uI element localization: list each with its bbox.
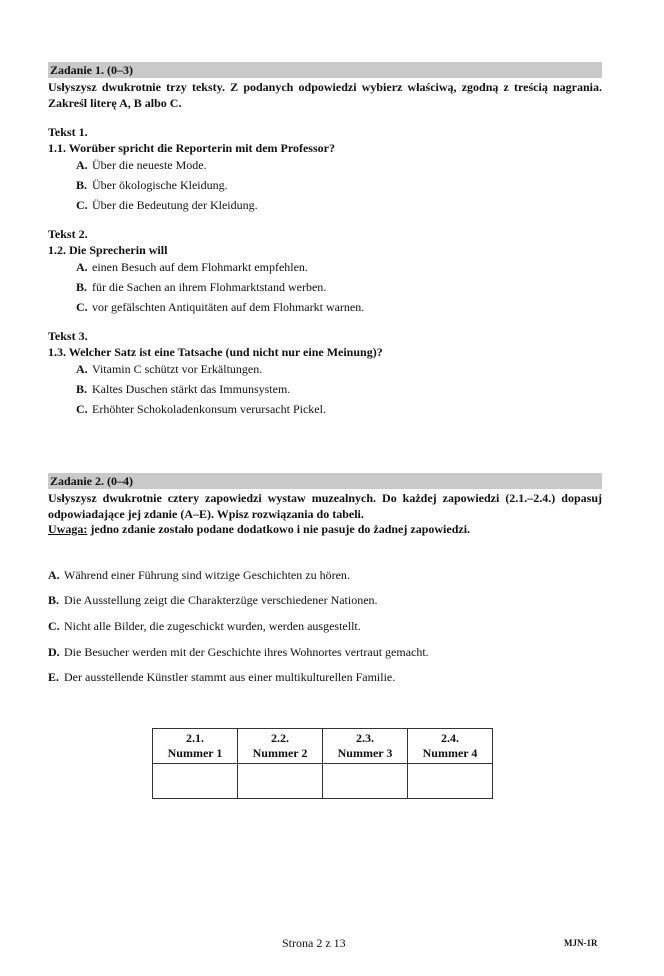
header-number: 2.1. xyxy=(186,730,204,745)
text-title: Tekst 2. xyxy=(48,227,88,242)
option-letter: D. xyxy=(48,644,60,659)
option-item xyxy=(48,619,602,635)
option-text: Der ausstellende Künstler stammt aus einer multikulturellen Familie. xyxy=(64,670,396,685)
option-item xyxy=(48,670,602,686)
answer-text: Über die neueste Mode. xyxy=(92,158,207,173)
task1-text-1 xyxy=(48,125,602,213)
answer-letter: B. xyxy=(76,279,88,294)
answer-letter: C. xyxy=(76,299,88,314)
answer-text: Vitamin C schützt vor Erkältungen. xyxy=(92,362,263,377)
note-label: Uwaga: xyxy=(48,522,88,537)
option-item xyxy=(48,568,602,584)
option-text: Die Ausstellung zeigt die Charakterzüge verschiedener Nationen. xyxy=(64,593,378,608)
task1-text-3 xyxy=(48,329,602,417)
answer-letter: A. xyxy=(76,158,88,173)
answer-letter: B. xyxy=(76,177,88,192)
answer-text: Erhöhter Schokoladenkonsum verursacht Pickel. xyxy=(92,401,326,416)
header-label: Nummer 2 xyxy=(252,745,308,760)
question: 1.2. Die Sprecherin will xyxy=(48,242,168,257)
answer-text: einen Besuch auf dem Flohmarkt empfehlen. xyxy=(92,260,308,275)
option-text: Die Besucher werden mit der Geschichte ihres Wohnortes vertraut gemacht. xyxy=(64,644,429,659)
question: 1.1. Worüber spricht die Reporterin mit dem Professor? xyxy=(48,140,335,155)
header-number: 2.3. xyxy=(356,730,374,745)
note-text: jedno zdanie zostało podane dodatkowo i nie pasuje do żadnej zapowiedzi. xyxy=(87,522,471,537)
answer-list xyxy=(48,362,602,417)
answer-table xyxy=(152,728,493,799)
page-number: Strona 2 z 13 xyxy=(282,936,346,950)
answer-letter: C. xyxy=(76,197,88,212)
task2-instruction-text: Usłyszysz dwukrotnie cztery zapowiedzi wystaw muzealnych. Do każdej zapowiedzi (2.1.–2.4.) dopasuj odpowiadające jej zdanie (A–E). Wpisz rozwiązania do tabeli. xyxy=(48,491,602,521)
answer-letter: A. xyxy=(76,260,88,275)
answer-option[interactable] xyxy=(76,158,602,174)
answer-option[interactable] xyxy=(76,300,602,316)
task1-text-2 xyxy=(48,227,602,315)
answer-option[interactable] xyxy=(76,382,602,398)
exam-code: MJN-1R xyxy=(564,938,598,948)
task2-instruction xyxy=(48,491,602,538)
answer-option[interactable] xyxy=(76,402,602,418)
answer-letter: C. xyxy=(76,401,88,416)
table-header-cell xyxy=(238,728,323,763)
table-header-cell xyxy=(323,728,408,763)
option-text: Nicht alle Bilder, die zugeschickt wurden, werden ausgestellt. xyxy=(64,619,361,634)
answer-text: Kaltes Duschen stärkt das Immunsystem. xyxy=(92,381,291,396)
option-letter: E. xyxy=(48,670,60,685)
option-item xyxy=(48,593,602,609)
answer-option[interactable] xyxy=(76,280,602,296)
page-content xyxy=(48,62,602,799)
page-footer xyxy=(0,936,664,952)
answer-cell-3[interactable] xyxy=(323,763,408,798)
answer-list xyxy=(48,158,602,213)
task2-heading: Zadanie 2. (0–4) xyxy=(48,473,602,489)
answer-text: für die Sachen an ihrem Flohmarktstand werben. xyxy=(92,279,327,294)
answer-option[interactable] xyxy=(76,178,602,194)
header-number: 2.4. xyxy=(441,730,459,745)
table-header-row xyxy=(153,728,493,763)
answer-list xyxy=(48,260,602,315)
task1-heading: Zadanie 1. (0–3) xyxy=(48,62,602,78)
option-text: Während einer Führung sind witzige Geschichten zu hören. xyxy=(64,567,350,582)
header-number: 2.2. xyxy=(271,730,289,745)
answer-text: Über ökologische Kleidung. xyxy=(92,177,228,192)
table-header-cell xyxy=(408,728,493,763)
option-letter: B. xyxy=(48,593,60,608)
answer-cell-4[interactable] xyxy=(408,763,493,798)
text-title: Tekst 3. xyxy=(48,329,88,344)
answer-cell-1[interactable] xyxy=(153,763,238,798)
answer-option[interactable] xyxy=(76,260,602,276)
question: 1.3. Welcher Satz ist eine Tatsache (und nicht nur eine Meinung)? xyxy=(48,344,383,359)
answer-cell-2[interactable] xyxy=(238,763,323,798)
table-answer-row xyxy=(153,763,493,798)
answer-text: vor gefälschten Antiquitäten auf dem Flohmarkt warnen. xyxy=(92,299,365,314)
option-list xyxy=(48,568,602,686)
header-label: Nummer 3 xyxy=(337,745,393,760)
text-title: Tekst 1. xyxy=(48,125,88,140)
answer-text: Über die Bedeutung der Kleidung. xyxy=(92,197,258,212)
answer-option[interactable] xyxy=(76,198,602,214)
answer-letter: A. xyxy=(76,362,88,377)
answer-letter: B. xyxy=(76,381,88,396)
task1-instruction: Usłyszysz dwukrotnie trzy teksty. Z podanych odpowiedzi wybierz właściwą, zgodną z treścią nagrania. Zakreśl literę A, B albo C. xyxy=(48,80,602,110)
answer-option[interactable] xyxy=(76,362,602,378)
header-label: Nummer 4 xyxy=(422,745,478,760)
option-item xyxy=(48,645,602,661)
option-letter: C. xyxy=(48,619,60,634)
option-letter: A. xyxy=(48,567,60,582)
header-label: Nummer 1 xyxy=(167,745,223,760)
table-header-cell xyxy=(153,728,238,763)
